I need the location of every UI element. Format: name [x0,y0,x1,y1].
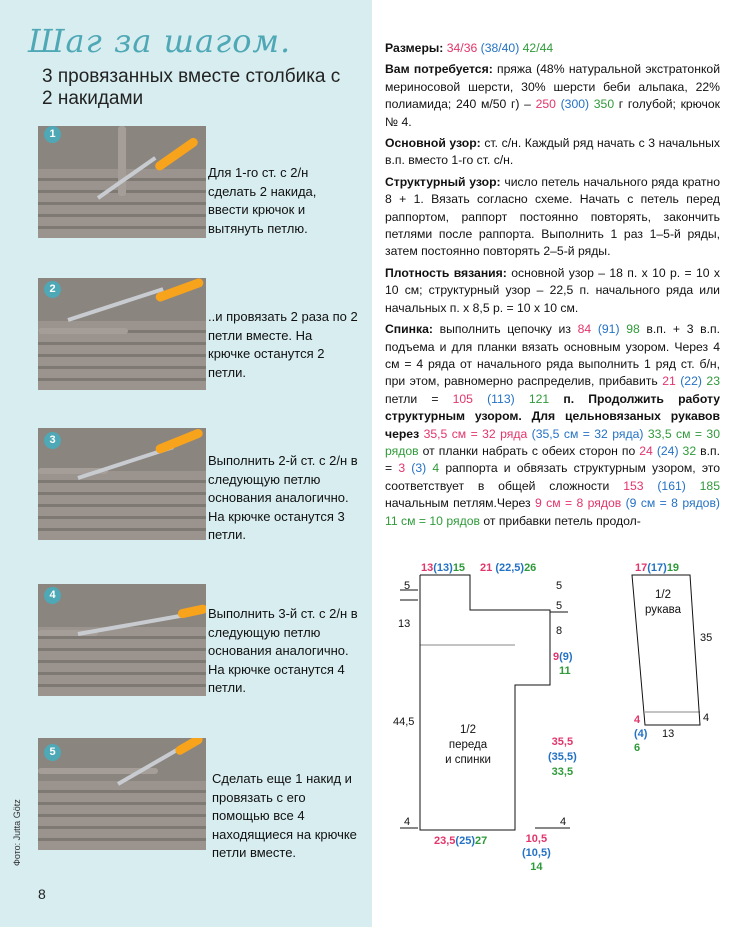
back-paragraph: Спинка: выполнить цепочку из 84 (91) 98 в.п. + 3 в.п. подъема и для планки вязать основным узором. Через 4 см = 4 ряда от начального ряда выполнить 1 ряд ст. б/н, при этом, равномерно распределив, прибавить 21 (22) 23 петли = 105 (113) 121 п. Продолжить работу структурным узором. Для цельновязаных рукавов через 35,5 см = 32 ряда (35,5 см = 32 ряда) 33,5 см = 30 рядов от планки набрать с обеих сторон по 24 (24) 32 в.п. = 3 (3) 4 раппорта и обвязать структурным узором, это соответствует в общей сложности 153 (161) 185 начальным петлям.Через 9 см = 8 рядов (9 см = 8 рядов) 11 см = 10 рядов от прибавки петель продол- [385,322,721,528]
dim-bottom-right-4: 4 [560,816,567,828]
main-pattern-paragraph: Основной узор: ст. с/н. Каждый ряд начать с 3 начальных в.п. вместо 1-го ст. с/н. [385,136,721,168]
dim-right-5a: 5 [556,580,563,592]
step-number-4: 4 [44,587,61,604]
sleeve-dim-left-4: 4 (4) 6 [634,714,648,754]
dim-right-5b: 5 [556,600,563,612]
structure-pattern-paragraph: Структурный узор: число петель начального ряда кратно 8 + 1. Вязать согласно схеме. Начать с петель перед раппортом, раппорт постоянно повторять, закончить петлями после раппорта. Выполнить 1 раз 1–5-й ряды, затем постоянно повторять 2–5-й ряды. [385,174,720,259]
materials-paragraph: Вам потребуется: пряжа (48% натуральной экстратонкой мериносовой шерсти, 30% шерсти беби альпака, 22% полиамида; 240 м/50 г) – 250 (300) 350 г голубой; крючок № 4. [385,62,721,129]
dim-right-355: 35,5 (35,5) 33,5 [548,736,577,778]
dim-top-right: 21 (22,5)26 [480,562,537,574]
step-text-4: Выполнить 3-й ст. с 2/н в следующую петлю основания аналогично. На крючке останутся 4 петли. [208,606,358,695]
dim-left-5: 5 [404,580,411,592]
sleeve-dim-13: 13 [662,728,675,740]
sleeve-dim-35: 35 [700,632,713,644]
dim-bottom: 23,5(25)27 [434,835,488,847]
page-number: 8 [38,886,46,902]
step-number-3: 3 [44,432,61,449]
step-text-3: Выполнить 2-й ст. с 2/н в следующую петлю основания аналогично. На крючке останутся 3 петли. [208,453,358,542]
sleeve-dim-top: 17(17)19 [635,562,680,574]
dim-left-445: 44,5 [393,716,415,728]
dim-left-4: 4 [404,816,411,828]
sleeve-dim-4: 4 [703,712,710,724]
step-text-5: Сделать еще 1 накид и провязать с его помощью все 4 находящиеся на крючке петли вместе. [212,771,357,860]
step-number-1: 1 [44,126,61,143]
step-number-2: 2 [44,281,61,298]
sleeve-piece-label: 1/2 рукава [644,589,682,616]
tutorial-subtitle: 3 провязанных вместе столбика с 2 накидами [42,66,341,109]
dim-right-9: 9(9) 11 [553,651,573,677]
dim-bottom-right: 10,5 (10,5) 14 [522,833,551,873]
dim-left-13: 13 [398,618,411,630]
step-text-1: Для 1-го ст. с 2/н сделать 2 накида, ввести крючок и вытянуть петлю. [208,165,317,236]
body-piece-label: 1/2 переда и спинки [445,724,491,766]
step-number-5: 5 [44,744,61,761]
page-title: Шаг за шагом. [28,22,292,60]
body-outline [420,575,550,830]
dim-right-8: 8 [556,625,563,637]
density-paragraph: Плотность вязания: основной узор – 18 п. х 10 р. = 10 х 10 см; структурный узор – 22,5 п. начального ряда или начальных п. х 8,5 р. = 10 х 10 см. [385,265,720,315]
step-text-2: ..и провязать 2 раза по 2 петли вместе. На крючке останутся 2 петли. [208,309,358,380]
photo-credit: Фото: Jutta Götz [12,799,22,866]
dim-top-left: 13(13)15 [421,562,466,574]
sizes-paragraph: Размеры: 34/36 (38/40) 42/44 [385,41,554,55]
